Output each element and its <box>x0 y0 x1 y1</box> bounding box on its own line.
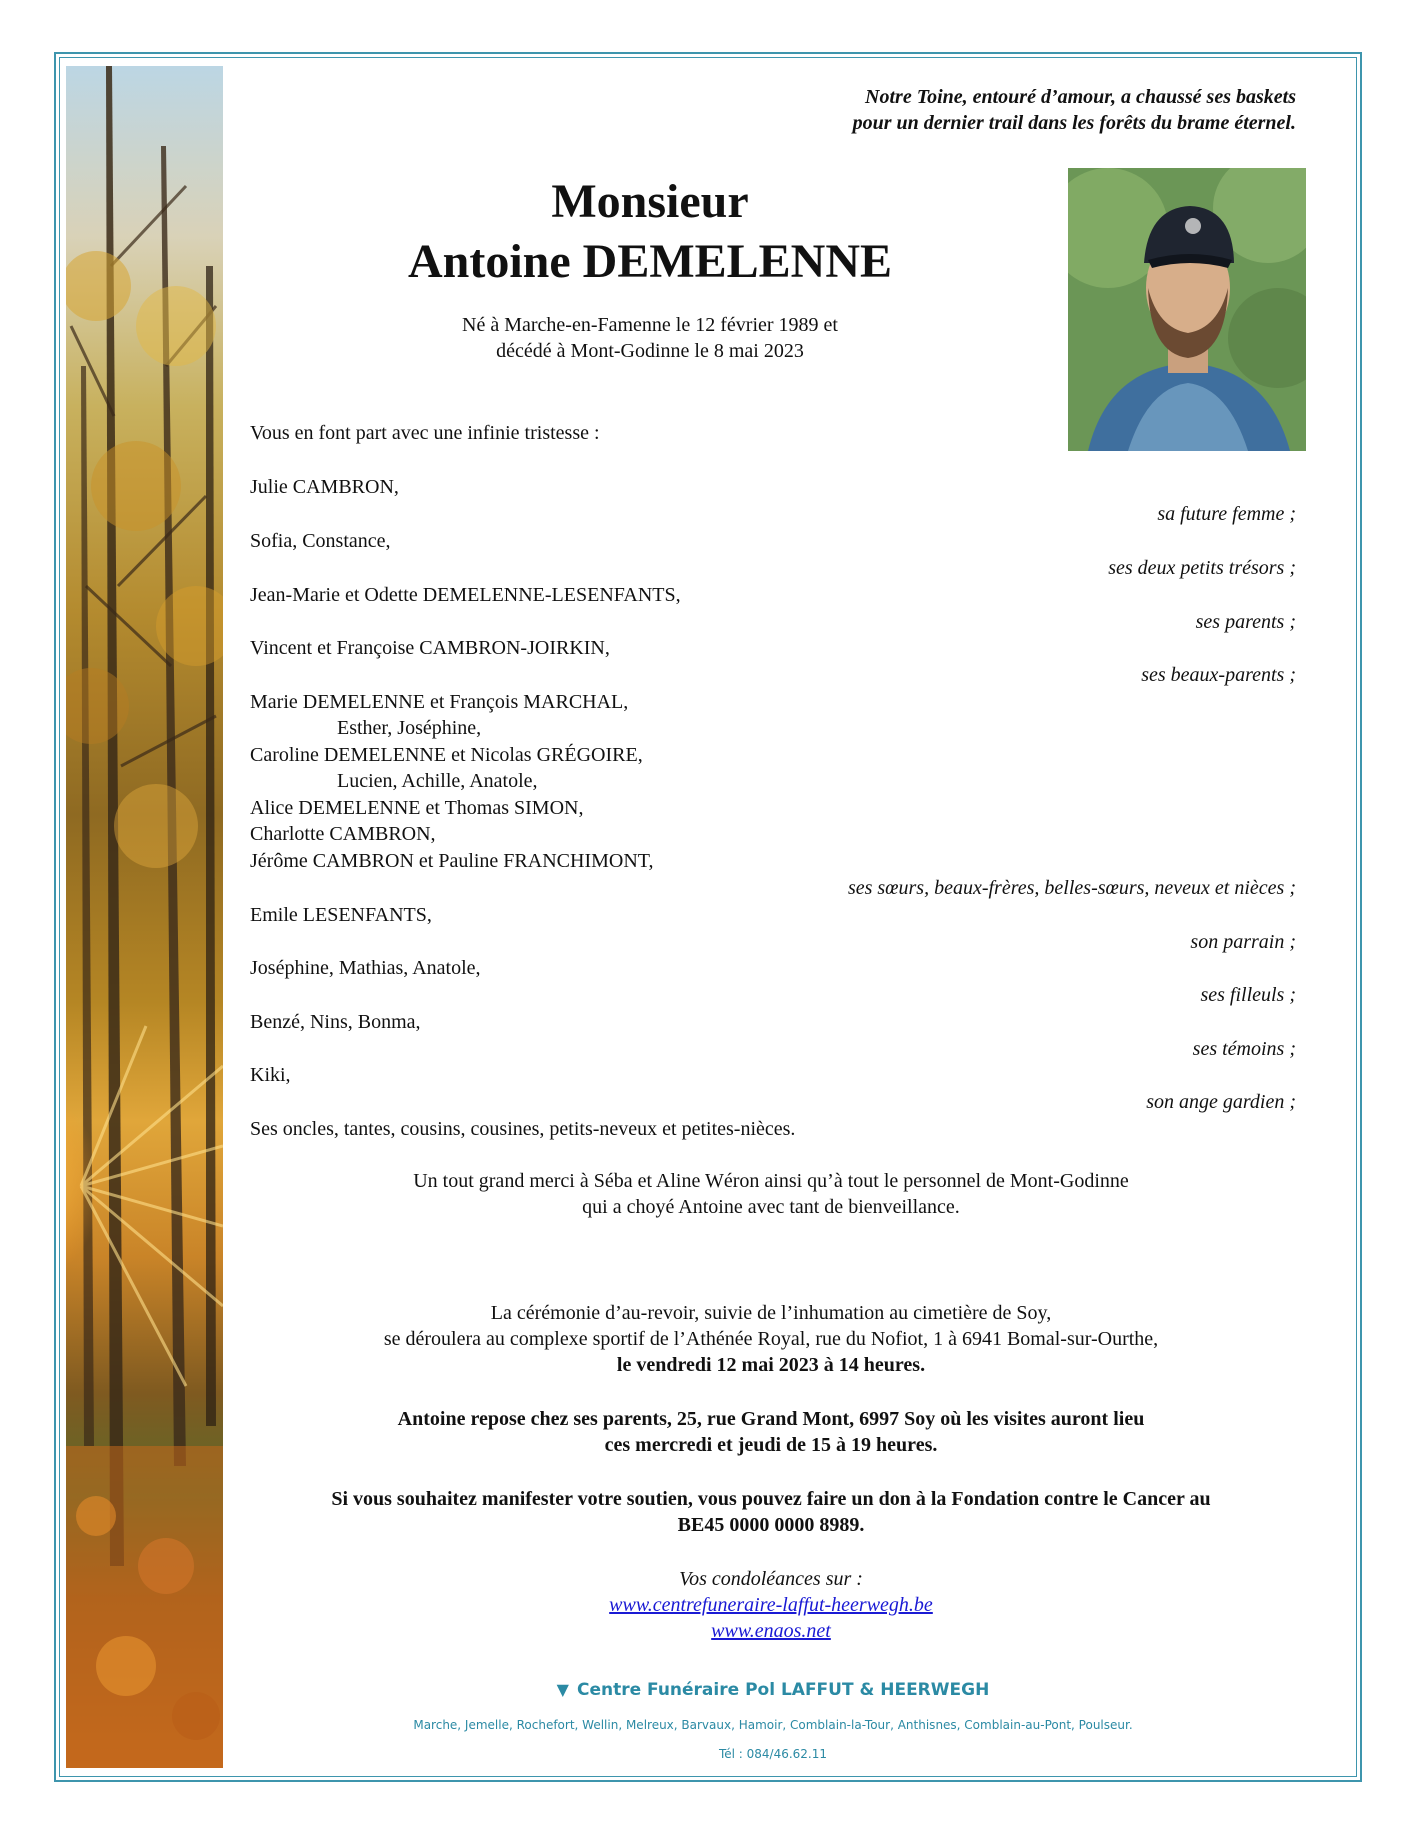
role-godfather: son parrain ; <box>1190 931 1296 953</box>
birth-line: Né à Marche-en-Famenne le 12 février 1989 et <box>462 314 838 336</box>
deceased-title <box>300 172 1000 292</box>
family-marie: Marie DEMELENNE et François MARCHAL, <box>250 691 629 713</box>
ceremony-date: le vendredi 12 mai 2023 à 14 heures. <box>616 1354 926 1376</box>
family-julie: Julie CAMBRON, <box>250 476 399 498</box>
death-line: décédé à Mont-Godinne le 8 mai 2023 <box>496 340 804 362</box>
honorific: Monsieur <box>551 175 749 228</box>
triangle-down-icon: ▼ <box>556 1680 569 1699</box>
role-parents: ses parents ; <box>1195 611 1296 633</box>
family-alice: Alice DEMELENNE et Thomas SIMON, <box>250 797 584 819</box>
thanks-line-2: qui a choyé Antoine avec tant de bienveillance. <box>582 1196 960 1218</box>
role-witnesses: ses témoins ; <box>1192 1038 1296 1060</box>
family-witnesses: Benzé, Nins, Bonma, <box>250 1011 421 1033</box>
condolences-label: Vos condoléances sur : <box>679 1568 863 1590</box>
funeral-home-name-row <box>250 1680 1296 1700</box>
family-inlaws: Vincent et Françoise CAMBRON-JOIRKIN, <box>250 637 610 659</box>
intro-text: Vous en font part avec une infinie tristesse : <box>250 422 600 444</box>
role-future-wife: sa future femme ; <box>1157 503 1296 525</box>
thanks-block <box>236 1168 1306 1220</box>
family-kiki: Kiki, <box>250 1064 291 1086</box>
family-others: Ses oncles, tantes, cousins, cousines, petits-neveux et petites-nièces. <box>250 1118 796 1140</box>
role-godchildren: ses filleuls ; <box>1200 984 1296 1006</box>
family-caroline-kids: Lucien, Achille, Anatole, <box>337 770 538 792</box>
ceremony-line-1: La cérémonie d’au-revoir, suivie de l’inhumation au cimetière de Soy, <box>490 1302 1052 1324</box>
family-sofia: Sofia, Constance, <box>250 530 391 552</box>
family-emile: Emile LESENFANTS, <box>250 904 432 926</box>
birth-death-dates <box>350 312 950 364</box>
visit-line-1: Antoine repose chez ses parents, 25, rue Grand Mont, 6997 Soy où les visites auront lieu <box>397 1408 1145 1430</box>
donation-iban: BE45 0000 0000 8989. <box>677 1514 865 1536</box>
epigraph-line-1: Notre Toine, entouré d’amour, a chaussé ses baskets <box>865 86 1296 108</box>
epigraph <box>700 84 1296 136</box>
family-godchildren: Joséphine, Mathias, Anatole, <box>250 957 481 979</box>
role-inlaws: ses beaux-parents ; <box>1141 664 1296 686</box>
condolences-link-2[interactable]: www.enaos.net <box>711 1620 831 1642</box>
family-caroline: Caroline DEMELENNE et Nicolas GRÉGOIRE, <box>250 744 643 766</box>
family-parents: Jean-Marie et Odette DEMELENNE-LESENFANTS, <box>250 584 681 606</box>
visit-line-2: ces mercredi et jeudi de 15 à 19 heures. <box>604 1434 938 1456</box>
funeral-home-phone: Tél : 084/46.62.11 <box>718 1747 828 1761</box>
condolences-link-1[interactable]: www.centrefuneraire-laffut-heerwegh.be <box>609 1594 933 1616</box>
role-siblings: ses sœurs, beaux-frères, belles-sœurs, neveux et nièces ; <box>847 877 1296 899</box>
donation-line-1: Si vous souhaitez manifester votre soutien, vous pouvez faire un don à la Fondation contre le Cancer au <box>331 1488 1211 1510</box>
ceremony-line-2: se déroulera au complexe sportif de l’Athénée Royal, rue du Nofiot, 1 à 6941 Bomal-sur-Ourthe, <box>383 1328 1159 1350</box>
role-guardian-angel: son ange gardien ; <box>1146 1091 1296 1113</box>
epigraph-line-2: pour un dernier trail dans les forêts du brame éternel. <box>852 112 1296 134</box>
family-jerome: Jérôme CAMBRON et Pauline FRANCHIMONT, <box>250 850 654 872</box>
portrait-photo <box>1068 168 1306 451</box>
funeral-home-name: Centre Funéraire Pol LAFFUT & HEERWEGH <box>576 1680 990 1700</box>
deceased-name: Antoine DEMELENNE <box>407 235 893 288</box>
funeral-home-locations: Marche, Jemelle, Rochefort, Wellin, Melreux, Barvaux, Hamoir, Comblain-la-Tour, Anthisnes, Comblain-au-Pont, Poulseur. <box>413 1718 1133 1732</box>
autumn-forest-image <box>66 66 223 1768</box>
donation-block <box>236 1486 1306 1538</box>
family-charlotte: Charlotte CAMBRON, <box>250 823 436 845</box>
role-treasures: ses deux petits trésors ; <box>1108 557 1296 579</box>
ceremony-block <box>236 1300 1306 1378</box>
family-marie-kids: Esther, Joséphine, <box>337 717 482 739</box>
condolences-block <box>236 1566 1306 1644</box>
thanks-line-1: Un tout grand merci à Séba et Aline Wéron ainsi qu’à tout le personnel de Mont-Godinne <box>413 1170 1129 1192</box>
visit-block <box>236 1406 1306 1458</box>
